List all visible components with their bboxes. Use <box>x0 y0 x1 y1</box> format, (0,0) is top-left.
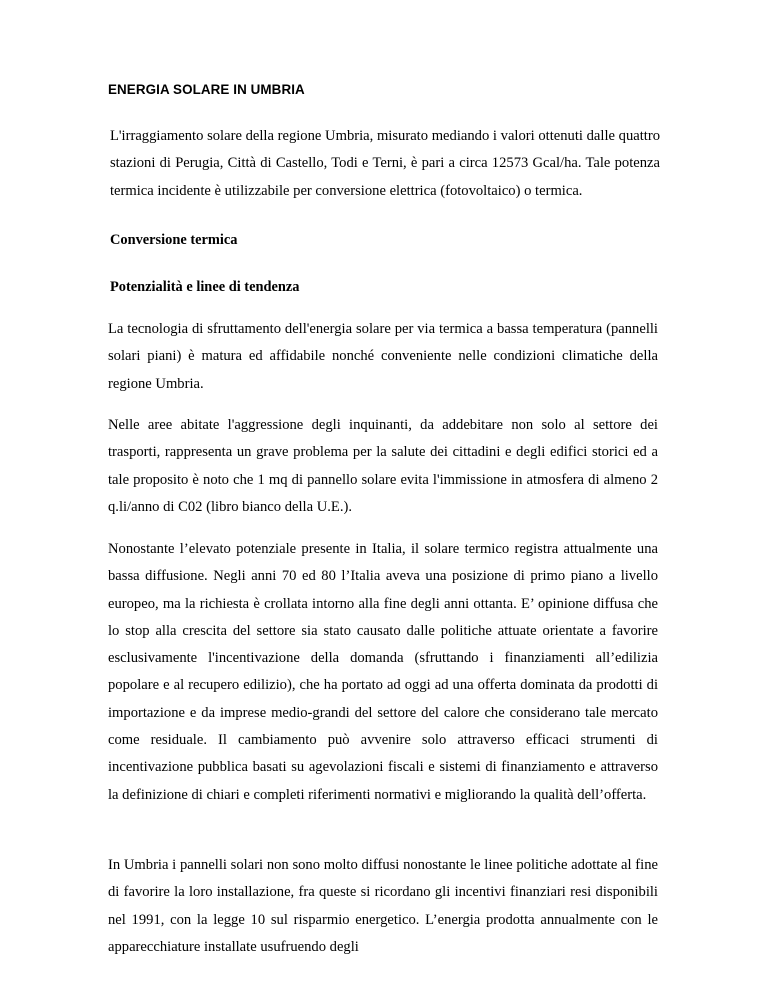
paragraph-umbria: In Umbria i pannelli solari non sono molto diffusi nonostante le linee politiche adottate al fine di favorire la loro installazione, fra queste si ricordano gli incentivi finanziari resi disponibili nel 1991, con la legge 10 sul risparmio energetico. L’energia prodotta annualmente con le apparecchiature installate usufruendo degli <box>108 857 658 955</box>
paragraph-aree-abitate: Nelle aree abitate l'aggressione degli inquinanti, da addebitare non solo al settore dei trasporti, rappresenta un grave problema per la salute dei cittadini e degli edifici storici ed a tale proposito è noto che 1 mq di pannello solare evita l'immissione in atmosfera di almeno 2 q.li/anno di C02 (libro bianco della U.E.). <box>108 417 658 515</box>
heading-conversione-termica: Conversione termica <box>110 232 238 248</box>
heading-potenzialita: Potenzialità e linee di tendenza <box>110 279 300 295</box>
paragraph-nonostante: Nonostante l’elevato potenziale presente in Italia, il solare termico registra attualmente una bassa diffusione. Negli anni 70 ed 80 l’Italia aveva una posizione di primo piano a livello europeo, ma la richiesta è crollata intorno alla fine degli anni ottanta. E’ opinione diffusa che lo stop alla crescita del settore sia stato causato dalle politiche attuate orientate a favorire esclusivamente l'incentivazione della domanda (sfruttando i finanziamenti all’edilizia popolare e al recupero edilizio), che ha portato ad oggi ad una offerta dominata da prodotti di importazione e da imprese medio-grandi del settore del calore che considerano tale mercato come residuale. Il cambiamento può avvenire solo attraverso efficaci strumenti di incentivazione pubblica basati su agevolazioni fiscali e sistemi di finanziamento e attraverso la definizione di chiari e completi riferimenti normativi e migliorando la qualità dell’offerta. <box>108 541 658 803</box>
document-title: ENERGIA SOLARE IN UMBRIA <box>108 82 305 97</box>
paragraph-tecnologia: La tecnologia di sfruttamento dell'energia solare per via termica a bassa temperatura (pannelli solari piani) è matura ed affidabile nonché conveniente nelle condizioni climatiche della regione Umbria. <box>108 321 658 392</box>
intro-paragraph: L'irraggiamento solare della regione Umbria, misurato mediando i valori ottenuti dalle quattro stazioni di Perugia, Città di Castello, Todi e Terni, è pari a circa 12573 Gcal/ha. Tale potenza termica incidente è utilizzabile per conversione elettrica (fotovoltaico) o termica. <box>110 128 660 199</box>
